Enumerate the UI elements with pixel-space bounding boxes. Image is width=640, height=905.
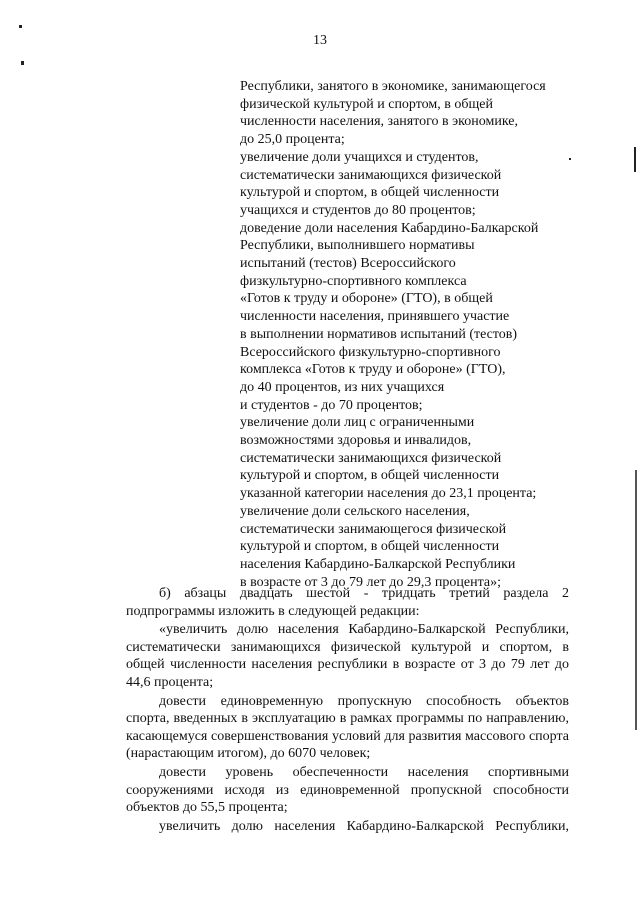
- scan-mark-right-edge: [634, 147, 636, 172]
- indented-line: систематически занимающегося физической: [240, 521, 507, 537]
- indented-line: численности населения, занятого в экономике,: [240, 114, 518, 130]
- indented-line: культурой и спортом, в общей численности: [240, 185, 500, 201]
- indented-line: указанной категории населения до 23,1 процента;: [240, 486, 537, 502]
- indented-line: Республики, занятого в экономике, занимающегося: [240, 79, 546, 94]
- indented-line: увеличение доли учащихся и студентов,: [240, 149, 479, 165]
- scan-mark-left: [21, 61, 24, 65]
- paragraph-amendment-b: б) абзацы двадцать шестой - тридцать третий раздела 2 подпрограммы изложить в следующей редакции:: [126, 586, 569, 619]
- indented-line: доведение доли населения Кабардино-Балкарской: [240, 220, 539, 236]
- indented-line: физической культурой и спортом, в общей: [240, 96, 493, 112]
- indented-line: систематически занимающихся физической: [240, 450, 502, 466]
- indented-line: культурой и спортом, в общей численности: [240, 468, 500, 484]
- indented-line: «Готов к труду и обороне» (ГТО), в общей: [240, 291, 493, 307]
- paragraph-provision-level: довести уровень обеспеченности населения спортивными сооружениями исходя из единовременной пропускной способности объектов до 55,5 процента;: [126, 764, 569, 816]
- indented-line: и студентов - до 70 процентов;: [240, 397, 423, 413]
- indented-line: до 25,0 процента;: [240, 132, 345, 148]
- indented-line: численности населения, принявшего участие: [240, 309, 510, 325]
- indented-line: учащихся и студентов до 80 процентов;: [240, 202, 476, 218]
- indented-line: комплекса «Готов к труду и обороне» (ГТО),: [240, 362, 506, 378]
- indented-line: физкультурно-спортивного комплекса: [240, 273, 467, 289]
- body-text-block: [126, 585, 569, 835]
- indented-line: увеличение доли сельского населения,: [240, 503, 470, 519]
- scan-mark-right-edge-lower: [635, 470, 637, 730]
- scan-mark-top-left: [19, 25, 22, 28]
- indented-line: населения Кабардино-Балкарской Республики: [240, 556, 516, 572]
- paragraph-increase-share-continued: увеличить долю населения Кабардино-Балкарской Республики,: [159, 818, 569, 834]
- indented-line: в возрасте от 3 до 79 лет до 29,3 процента»;: [240, 574, 501, 590]
- indented-line: возможностями здоровья и инвалидов,: [240, 433, 472, 449]
- indented-line: культурой и спортом, в общей численности: [240, 539, 500, 555]
- indented-line: испытаний (тестов) Всероссийского: [240, 256, 456, 272]
- indented-text-block: [240, 78, 580, 591]
- indented-line: Всероссийского физкультурно-спортивного: [240, 344, 501, 360]
- indented-line: до 40 процентов, из них учащихся: [240, 379, 445, 395]
- indented-line: Республики, выполнившего нормативы: [240, 238, 475, 254]
- page-number: 13: [313, 33, 327, 48]
- paragraph-increase-share: «увеличить долю населения Кабардино-Балкарской Республики, систематически занимающихся физической культурой и спортом, в общей численности населения республики в возрасте от 3 до 79 лет до 44,6 процента;: [126, 622, 569, 690]
- indented-line: в выполнении нормативов испытаний (тестов): [240, 326, 518, 342]
- indented-line: систематически занимающихся физической: [240, 167, 502, 183]
- paragraph-throughput-capacity: довести единовременную пропускную способность объектов спорта, введенных в эксплуатацию в рамках программы по направлению, касающемуся совершенствования условий для развития массового спорта (нарастающим итогом), до 6070 человек;: [126, 693, 569, 762]
- indented-line: увеличение доли лиц с ограниченными: [240, 415, 475, 431]
